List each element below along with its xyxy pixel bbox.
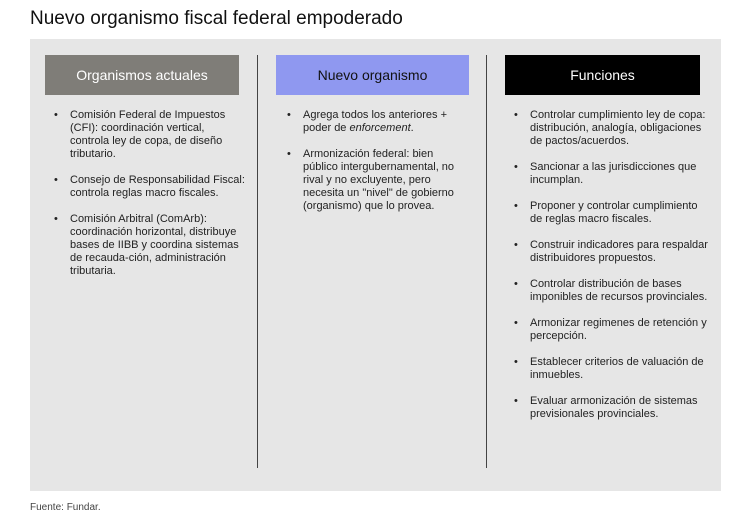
list-nuevo-organismo xyxy=(279,109,461,226)
list-item: • Establecer criterios de valuación de inmuebles. xyxy=(506,356,710,382)
header-organismos-actuales: Organismos actuales xyxy=(45,55,239,95)
list-item: • Proponer y controlar cumplimiento de reglas macro fiscales. xyxy=(506,200,710,226)
list-item: • Comisión Federal de Impuestos (CFI): coordinación vertical, controla ley de copa, de diseño tributario. xyxy=(46,109,246,161)
header-nuevo-organismo: Nuevo organismo xyxy=(276,55,469,95)
list-item: • Consejo de Responsabilidad Fiscal: controla reglas macro fiscales. xyxy=(46,174,246,200)
list-item: • Evaluar armonización de sistemas previsionales provinciales. xyxy=(506,395,710,421)
list-organismos-actuales xyxy=(46,109,246,291)
column-divider xyxy=(486,55,487,468)
source-note: Fuente: Fundar. xyxy=(30,502,101,513)
header-funciones: Funciones xyxy=(505,55,700,95)
page-title: Nuevo organismo fiscal federal empoderado xyxy=(30,8,403,29)
list-item: • Controlar distribución de bases imponibles de recursos provinciales. xyxy=(506,278,710,304)
list-funciones xyxy=(506,109,710,434)
list-item: • Comisión Arbitral (ComArb): coordinación horizontal, distribuye bases de IIBB y coordina sistemas de recauda-ción, administración tributaria. xyxy=(46,213,246,278)
list-item: • Armonización federal: bien público intergubernamental, no rival y no excluyente, pero necesita un "nivel" de gobierno (organismo) que lo provea. xyxy=(279,148,461,213)
list-item: • Construir indicadores para respaldar distribuidores propuestos. xyxy=(506,239,710,265)
list-item: • Sancionar a las jurisdicciones que incumplan. xyxy=(506,161,710,187)
list-item xyxy=(279,109,461,135)
diagram-panel xyxy=(30,39,721,491)
list-item: • Controlar cumplimiento ley de copa: distribución, analogía, obligaciones de pactos/acuerdos. xyxy=(506,109,710,148)
column-divider xyxy=(257,55,258,468)
item-text: Agrega todos los anteriores + poder de enforcement. xyxy=(303,109,448,134)
list-item: • Armonizar regimenes de retención y percepción. xyxy=(506,317,710,343)
